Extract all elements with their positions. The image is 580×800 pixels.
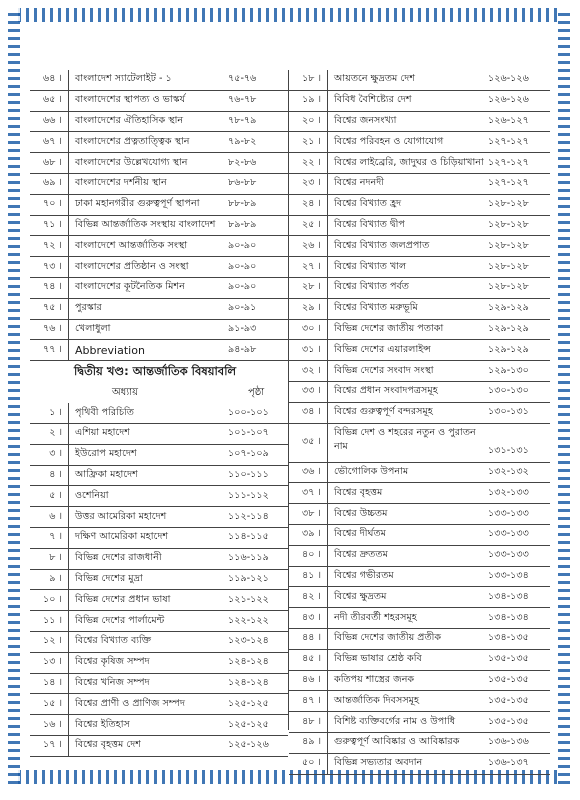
entry-title: বাংলাদেশের ঐতিহাসিক স্থান	[75, 114, 184, 126]
entry-pages: ১২৬-১২৬	[488, 94, 529, 106]
toc-entry	[30, 736, 288, 757]
entry-number: ৭৩ ।	[43, 260, 62, 272]
entry-number: ৩৮ ।	[302, 507, 321, 519]
entry-pages: ৮৮-৮৯	[228, 198, 257, 210]
toc-entry	[289, 153, 550, 174]
toc-entry	[289, 91, 550, 112]
table-of-contents	[30, 70, 550, 769]
entry-title: বাংলাদেশের স্থাপত্য ও ভাস্কর্য	[75, 94, 186, 106]
entry-number: ৬৬ ।	[43, 114, 62, 126]
toc-entry	[289, 733, 550, 754]
toc-entry	[30, 70, 288, 91]
entry-pages: ১১৯-১২১	[228, 572, 269, 584]
entry-number: ৩৬ ।	[302, 465, 321, 477]
entry-pages: ৭৬-৭৮	[228, 94, 257, 106]
right-list	[289, 70, 550, 775]
toc-entry	[30, 132, 288, 153]
entry-pages: ১২৬-১২৭	[488, 114, 529, 126]
toc-entry	[289, 424, 550, 463]
toc-entry	[289, 463, 550, 484]
entry-pages: ১৩০-১৩০	[488, 385, 529, 397]
entry-number: ৩৩ ।	[302, 385, 321, 397]
toc-entry	[30, 549, 288, 570]
entry-pages: ১২৮-১২৮	[488, 281, 529, 293]
entry-number: ২১ ।	[302, 135, 321, 147]
entry-pages: ১২৯-১২৯	[488, 343, 529, 355]
entry-title: বিশ্বের জনসংখ্যা	[334, 114, 397, 126]
toc-entry	[30, 278, 288, 299]
entry-pages: ৯০-৯০	[228, 260, 257, 272]
toc-entry	[289, 691, 550, 712]
entry-number: ১৭ ।	[43, 739, 62, 751]
entry-pages: ১২৭-১২৭	[488, 135, 529, 147]
entry-number: ২৯ ।	[302, 302, 321, 314]
entry-title: বিভিন্ন দেশের মুদ্রা	[75, 572, 143, 584]
toc-entry	[30, 403, 288, 424]
entry-title: খেলাধুলা	[75, 322, 111, 334]
toc-entry	[289, 174, 550, 195]
entry-title: আন্তর্জাতিক দিবসসমূহ	[334, 694, 420, 706]
entry-number: ১ ।	[49, 406, 62, 418]
entry-number: ৪৬ ।	[302, 673, 321, 685]
entry-number: ১৫ ।	[43, 697, 62, 709]
entry-number: ৬৮ ।	[43, 156, 62, 168]
entry-pages: ৮৯-৮৯	[228, 218, 257, 230]
entry-number: ১১ ।	[43, 614, 62, 626]
entry-title: বাংলাদেশের দর্শনীয় স্থান	[75, 177, 167, 189]
entry-pages: ১৩০-১৩১	[488, 406, 529, 418]
entry-title: বিশ্বের ইতিহাস	[75, 718, 130, 730]
toc-entry	[289, 754, 550, 775]
toc-entry	[289, 403, 550, 424]
entry-title: আফ্রিকা মহাদেশ	[75, 468, 138, 480]
entry-number: ৪২ ।	[302, 590, 321, 602]
entry-pages: ৮২-৮৬	[228, 156, 257, 168]
toc-entry	[289, 236, 550, 257]
entry-title: ঢাকা মহানগরীর গুরুত্বপূর্ণ স্থাপনা	[75, 198, 200, 210]
entry-pages: ১১০-১১১	[228, 468, 269, 480]
entry-title: পৃথিবী পরিচিতি	[75, 406, 135, 418]
toc-entry	[289, 340, 550, 361]
entry-title: বাংলাদেশের কূটনৈতিক মিশন	[75, 281, 185, 293]
entry-pages: ১১৪-১১৫	[228, 531, 269, 543]
entry-number: ৬ ।	[49, 510, 62, 522]
entry-number: ৩২ ।	[302, 364, 321, 376]
entry-pages: ১৩২-১৩৩	[488, 486, 529, 498]
entry-number: ১৮ ।	[302, 73, 321, 85]
toc-entry	[289, 320, 550, 341]
entry-pages: ৭৯-৮২	[228, 135, 257, 147]
entry-title: বিশ্বের গভীরতম	[334, 569, 394, 581]
entry-title: বিশ্বের বিখ্যাত মরুভূমি	[334, 302, 418, 314]
toc-entry	[30, 299, 288, 320]
toc-entry	[30, 340, 288, 361]
entry-number: ১৩ ।	[43, 656, 62, 668]
entry-pages: ১০০-১০১	[228, 406, 269, 418]
entry-number: ৩ ।	[49, 448, 62, 460]
toc-entry	[289, 650, 550, 671]
entry-pages: ১১১-১১২	[228, 489, 269, 501]
entry-pages: ৭৫-৭৬	[228, 73, 257, 85]
toc-entry	[30, 153, 288, 174]
entry-title: বিভিন্ন দেশের এয়ারলাইন্স	[334, 343, 431, 355]
toc-entry	[289, 567, 550, 588]
entry-number: ৬৭ ।	[43, 135, 62, 147]
left-top-list	[30, 70, 288, 361]
entry-title: বাংলাদেশ স্যাটেলাইট - ১	[75, 73, 172, 85]
toc-entry	[289, 546, 550, 567]
toc-entry	[30, 236, 288, 257]
entry-title: বিশ্বের উচ্চতম	[334, 507, 388, 519]
entry-title: বাংলাদেশের প্রত্নতাত্ত্বিক স্থান	[75, 135, 190, 147]
entry-title: বিশ্বের খনিজ সম্পদ	[75, 676, 150, 688]
entry-number: ৩৯ ।	[302, 528, 321, 540]
toc-entry	[30, 528, 288, 549]
entry-pages: ১২৪-১২৪	[228, 676, 269, 688]
entry-title: বাংলাদেশের উল্লেখযোগ্য স্থান	[75, 156, 188, 168]
toc-entry	[289, 483, 550, 504]
toc-entry	[289, 132, 550, 153]
entry-title: পুরস্কার	[75, 302, 102, 314]
entry-number: ৪ ।	[49, 468, 62, 480]
toc-entry	[30, 694, 288, 715]
entry-pages: ১২৮-১২৮	[488, 198, 529, 210]
toc-entry	[289, 671, 550, 692]
entry-title: ইউরোপ মহাদেশ	[75, 448, 137, 460]
entry-pages: ১২৮-১২৮	[488, 239, 529, 251]
toc-entry	[30, 674, 288, 695]
entry-title: এশিয়া মহাদেশ	[75, 427, 130, 439]
entry-title: বিশ্বের প্রধান সংবাদপত্রসমূহ	[334, 385, 438, 397]
toc-entry	[30, 112, 288, 133]
entry-title: বিশ্বের গুরুত্বপূর্ণ বন্দরসমূহ	[334, 406, 433, 418]
entry-pages: ১৩৩-১৩৩	[488, 528, 529, 540]
entry-title: বিশ্বের পরিবহন ও যোগাযোগ	[334, 135, 444, 147]
entry-title: বিভিন্ন দেশ ও শহরের নতুন ও পুরাতন নাম	[334, 426, 476, 452]
entry-title: বিশ্বের বৃহত্তম	[334, 486, 383, 498]
entry-number: ৮ ।	[49, 552, 62, 564]
toc-entry	[30, 653, 288, 674]
entry-number: ১৪ ।	[43, 676, 62, 688]
entry-pages: ১২৫-১২৫	[228, 718, 269, 730]
entry-title: ভৌগোলিক উপনাম	[334, 465, 409, 477]
entry-title: Abbreviation	[75, 343, 145, 357]
entry-number: ২৭ ।	[302, 260, 321, 272]
entry-number: ৬৫ ।	[43, 94, 62, 106]
entry-title: বিশ্বের ক্ষুদ্রতম	[334, 590, 387, 602]
entry-number: ২৪ ।	[302, 198, 321, 210]
entry-pages: ৯০-৯০	[228, 239, 257, 251]
entry-number: ৭৬ ।	[43, 322, 62, 334]
entry-number: ৩৫ ।	[302, 436, 321, 448]
left-bottom-list	[30, 403, 288, 757]
entry-pages: ১২৩-১২৪	[228, 635, 269, 647]
entry-pages: ১৩৫-১৩৫	[488, 694, 529, 706]
toc-entry	[289, 629, 550, 650]
entry-number: ৪৭ ।	[302, 694, 321, 706]
toc-entry	[30, 445, 288, 466]
entry-pages: ১৩৩-১৩৩	[488, 549, 529, 561]
entry-title: বিভিন্ন দেশের সংবাদ সংস্থা	[334, 364, 434, 376]
entry-number: ৩০ ।	[302, 322, 321, 334]
entry-title: বিশ্বের বিখ্যাত পর্বত	[334, 281, 409, 293]
entry-number: ৭৫ ।	[43, 302, 62, 314]
toc-entry	[289, 525, 550, 546]
toc-entry	[30, 195, 288, 216]
toc-entry	[30, 91, 288, 112]
entry-pages: ৮৬-৮৮	[228, 177, 257, 189]
toc-entry	[30, 486, 288, 507]
entry-title: ওশেনিয়া	[75, 489, 109, 501]
entry-number: ৭০ ।	[43, 198, 62, 210]
entry-number: ৯ ।	[49, 572, 62, 584]
entry-number: ৭৭ ।	[43, 343, 62, 355]
entry-number: ৪৮ ।	[302, 715, 321, 727]
toc-entry	[30, 590, 288, 611]
entry-title: বিভিন্ন দেশের রাজধানী	[75, 552, 162, 564]
toc-entry	[289, 216, 550, 237]
entry-title: বিভিন্ন দেশের প্রধান ভাষা	[75, 593, 171, 605]
entry-number: ৩৭ ।	[302, 486, 321, 498]
entry-title: কতিপয় শাস্ত্রের জনক	[334, 673, 415, 685]
toc-entry	[30, 424, 288, 445]
entry-number: ৪৯ ।	[302, 736, 321, 748]
entry-title: বিভিন্ন দেশের জাতীয় প্রতীক	[334, 632, 442, 644]
entry-title: বিশ্বের দ্রুততম	[334, 549, 388, 561]
toc-entry	[289, 587, 550, 608]
toc-entry	[30, 632, 288, 653]
entry-number: ৭ ।	[49, 531, 62, 543]
entry-pages: ১৩৩-১৩৪	[488, 569, 529, 581]
entry-pages: ৭৮-৭৯	[228, 114, 257, 126]
entry-number: ৫ ।	[49, 489, 62, 501]
toc-entry	[30, 466, 288, 487]
entry-pages: ১২৪-১২৪	[228, 656, 269, 668]
entry-pages: ১২২-১২২	[228, 614, 269, 626]
entry-pages: ৯১-৯৩	[228, 322, 257, 334]
entry-pages: ১৩১-১৩১	[488, 444, 529, 456]
entry-pages: ১৩৪-১৩৪	[488, 590, 529, 602]
entry-pages: ১০৭-১০৯	[228, 448, 269, 460]
entry-title: বিভিন্ন দেশের জাতীয় পতাকা	[334, 322, 444, 334]
entry-title: বিবিধ বৈশিষ্ট্যের দেশ	[334, 94, 412, 106]
column-headers	[30, 383, 288, 403]
entry-pages: ১১৬-১১৯	[228, 552, 269, 564]
entry-title: বিশ্বের নদনদী	[334, 177, 385, 189]
entry-pages: ১৩৫-১৩৫	[488, 653, 529, 665]
entry-number: ২৩ ।	[302, 177, 321, 189]
entry-number: ২২ ।	[302, 156, 321, 168]
entry-number: ২০ ।	[302, 114, 321, 126]
entry-title: বিশ্বের কৃষিজ সম্পদ	[75, 656, 150, 668]
entry-pages: ১২৫-১২৬	[228, 739, 269, 751]
toc-entry	[30, 570, 288, 591]
entry-pages: ১৩৪-১৩৪	[488, 611, 529, 623]
entry-number: ৩৪ ।	[302, 406, 321, 418]
entry-pages: ১৩৩-১৩৩	[488, 507, 529, 519]
entry-pages: ১৩৬-১৩৬	[488, 736, 529, 748]
entry-number: ৩১ ।	[302, 343, 321, 355]
toc-entry	[289, 299, 550, 320]
entry-title: বিভিন্ন আন্তর্জাতিক সংস্থায় বাংলাদেশ	[75, 218, 216, 230]
border-right	[558, 8, 570, 784]
entry-title: বাংলাদেশের প্রতিষ্ঠান ও সংস্থা	[75, 260, 189, 272]
toc-entry	[30, 320, 288, 341]
toc-entry	[30, 611, 288, 632]
entry-title: বিশ্বের বিখ্যাত খাল	[334, 260, 407, 272]
toc-entry	[289, 112, 550, 133]
entry-number: ১২ ।	[43, 635, 62, 647]
entry-number: ৫০ ।	[302, 757, 321, 769]
toc-entry	[289, 70, 550, 91]
toc-entry	[289, 504, 550, 525]
entry-pages: ১৩৬-১৩৭	[488, 757, 529, 769]
entry-pages: ৯০-৯১	[228, 302, 257, 314]
entry-number: ২৬ ।	[302, 239, 321, 251]
toc-entry	[30, 507, 288, 528]
chapter-header: অধ্যায়	[112, 386, 138, 398]
entry-pages: ১২৯-১৩০	[488, 364, 529, 376]
entry-title: আয়তনে ক্ষুদ্রতম দেশ	[334, 73, 416, 85]
entry-title: বিভিন্ন ভাষার শ্রেষ্ঠ কবি	[334, 653, 422, 665]
toc-entry	[30, 174, 288, 195]
toc-entry	[289, 382, 550, 403]
toc-entry	[289, 712, 550, 733]
entry-number: ৭৪ ।	[43, 281, 62, 293]
entry-pages: ১২৫-১২৫	[228, 697, 269, 709]
entry-number: ৬৯ ।	[43, 177, 62, 189]
toc-entry	[30, 257, 288, 278]
entry-title: বিশ্বের বিখ্যাত দ্বীপ	[334, 218, 405, 230]
entry-number: ৪৪ ।	[302, 632, 321, 644]
entry-title: বিশ্বের বিখ্যাত হ্রদ	[334, 198, 402, 210]
entry-pages: ১০১-১০৭	[228, 427, 269, 439]
entry-pages: ১৩২-১৩২	[488, 465, 529, 477]
border-left	[8, 8, 20, 784]
toc-entry	[289, 195, 550, 216]
entry-title: বিভিন্ন সভ্যতার অবদান	[334, 757, 423, 769]
entry-pages: ১৩৪-১৩৫	[488, 632, 529, 644]
entry-pages: ১২৬-১২৬	[488, 73, 529, 85]
right-column	[289, 70, 550, 775]
entry-pages: ১১২-১১৪	[228, 510, 269, 522]
entry-title: বিশ্বের বৃহত্তম দেশ	[75, 739, 141, 751]
entry-number: ৪০ ।	[302, 549, 321, 561]
entry-pages: ১২৯-১২৯	[488, 302, 529, 314]
entry-pages: ১৩৫-১৩৫	[488, 715, 529, 727]
entry-number: ৪৩ ।	[302, 611, 321, 623]
entry-pages: ১২৮-১২৮	[488, 218, 529, 230]
section-title: দ্বিতীয় খণ্ড: আন্তর্জাতিক বিষয়াবলি	[74, 363, 237, 378]
toc-entry	[289, 278, 550, 299]
page-header: পৃষ্ঠা	[247, 386, 265, 398]
entry-number: ৭২ ।	[43, 239, 62, 251]
entry-number: ১৯ ।	[302, 94, 321, 106]
entry-pages: ১৩৫-১৩৫	[488, 673, 529, 685]
entry-title: গুরুত্বপূর্ণ আবিষ্কার ও আবিষ্কারক	[334, 736, 460, 748]
entry-number: ২৫ ।	[302, 218, 321, 230]
entry-number: ১৬ ।	[43, 718, 62, 730]
entry-number: ৭১ ।	[43, 218, 62, 230]
entry-title: বিশ্বের দীর্ঘতম	[334, 528, 386, 540]
border-top	[18, 8, 562, 22]
entry-pages: ১২১-১২২	[228, 593, 269, 605]
toc-entry	[289, 608, 550, 629]
left-column	[30, 70, 288, 757]
entry-number: ২ ।	[49, 427, 62, 439]
entry-number: ২৮ ।	[302, 281, 321, 293]
entry-pages: ১২৮-১২৮	[488, 260, 529, 272]
entry-title: বিশ্বের বিখ্যাত জলপ্রপাত	[334, 239, 430, 251]
entry-pages: ৯৪-৯৮	[228, 343, 257, 355]
entry-pages: ১২৭-১২৭	[488, 156, 529, 168]
entry-number: ১০ ।	[43, 593, 62, 605]
entry-number: ৪১ ।	[302, 569, 321, 581]
entry-title: উত্তর আমেরিকা মহাদেশ	[75, 510, 167, 522]
entry-number: ৪৫ ।	[302, 653, 321, 665]
toc-entry	[30, 715, 288, 736]
toc-entry	[289, 361, 550, 382]
toc-entry	[289, 257, 550, 278]
entry-pages: ১২৭-১২৭	[488, 177, 529, 189]
entry-number: ৬৪ ।	[43, 73, 62, 85]
entry-pages: ১২৯-১২৯	[488, 322, 529, 334]
entry-title: বিশ্বের প্রাণী ও প্রাণিজ সম্পদ	[75, 697, 186, 709]
entry-title: বিশিষ্ট ব্যক্তিবর্গের নাম ও উপাধি	[334, 715, 456, 727]
entry-title: দক্ষিণ আমেরিকা মহাদেশ	[75, 531, 169, 543]
entry-title: বিভিন্ন দেশের পার্লামেন্ট	[75, 614, 165, 626]
entry-title: বিশ্বের লাইব্রেরি, জাদুঘর ও চিড়িয়াখানা	[334, 156, 484, 168]
toc-entry	[30, 216, 288, 237]
entry-title: নদী তীরবর্তী শহরসমূহ	[334, 611, 417, 623]
entry-pages: ৯০-৯০	[228, 281, 257, 293]
entry-title: বিশ্বের বিখ্যাত ব্যক্তি	[75, 635, 152, 647]
entry-title: বাংলাদেশে আন্তর্জাতিক সংস্থা	[75, 239, 188, 251]
